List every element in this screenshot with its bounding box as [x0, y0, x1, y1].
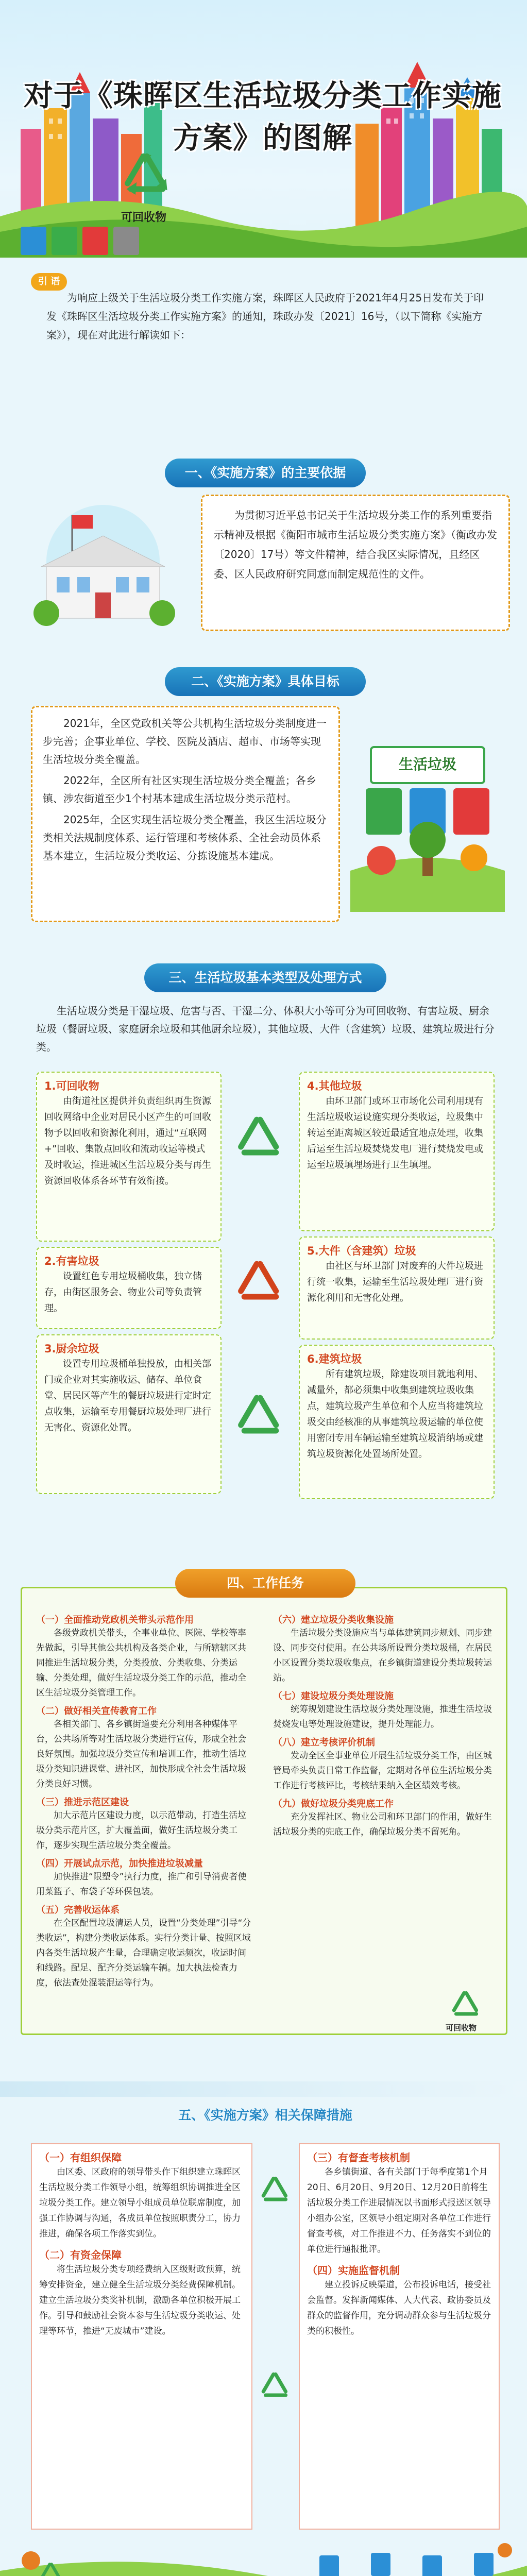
section5-strip	[0, 2081, 527, 2097]
task-heading: （七）建设垃圾分类处理设施	[273, 1691, 394, 1702]
category-bulky	[299, 1236, 495, 1340]
measure-heading: （一）有组织保障	[39, 2151, 122, 2164]
header-scene	[0, 0, 527, 258]
task-text: 各级党政机关带头，全事业单位、医院、学校等率先做起，引导其他公共机构及各类企业，与所辖辖区共同推进生活垃圾分类，分类投放、分类收集、分类运输、分类处理，做好生活垃圾分类工作的示范，推动全区生活垃圾分类管理工作。	[36, 1628, 246, 1698]
section1-text: 为贯彻习近平总书记关于生活垃圾分类工作的系列重要指示精神及根据《衡阳市城市生活垃圾分类实施方案》（衡政办发〔2020〕17号）等文件精神，结合我区实际情况，且经区委、区人民政府研究同意而制定规范性的文件。	[214, 509, 497, 580]
task-heading: （三）推进示范区建设	[36, 1797, 129, 1808]
category-kitchen	[36, 1334, 222, 1494]
task-text: 充分发挥社区、物业公司和环卫部门的作用，做好生活垃圾分类的兜底工作，确保垃圾分类不留死角。	[273, 1812, 492, 1837]
section2-banner: 二、《实施方案》具体目标	[165, 667, 366, 696]
bins-sign: 生活垃圾	[398, 756, 456, 773]
task-text: 加快推进“限塑令”执行力度，推广和引导消费者使用菜篮子、布袋子等环保包装。	[36, 1872, 247, 1897]
category-hazardous	[36, 1247, 222, 1329]
task-text: 生活垃圾分类设施应当与单体建筑同步规划、同步建设、同步交付使用。在公共场所设置分类垃圾桶，在居民小区设置分类垃圾收集点，在乡镇街道建设分类垃圾转运站。	[273, 1628, 492, 1683]
recycle-icon	[36, 2561, 67, 2576]
section4-left	[36, 1613, 252, 2025]
recycle-icon	[258, 2370, 294, 2408]
task-heading: （六）建立垃圾分类收集设施	[273, 1615, 394, 1625]
task-heading: （五）完善收运体系	[36, 1905, 120, 1916]
section5-banner: 五、《实施方案》相关保障措施	[113, 2101, 417, 2130]
task-heading: （二）做好相关宣传教育工作	[36, 1706, 157, 1717]
task-heading: （一）全面推动党政机关带头示范作用	[36, 1615, 194, 1625]
measure-heading: （二）有资金保障	[39, 2249, 122, 2261]
task-text: 加大示范片区建设力度，以示范带动，打造生活垃圾分类示范片区，扩大覆盖面，做好生活垃圾分类工作，逐步实现生活垃圾分类全覆盖。	[36, 1810, 246, 1851]
category-text: 所有建筑垃圾，除建设项目就地利用、减量外，都必须集中收集到建筑垃圾收集点，建筑垃圾产生单位和个人应当将建筑垃圾交由经核准的从事建筑垃圾运输的单位使用密闭专用车辆运输至建筑垃圾消纳场或建筑垃圾资源化处置场所处置。	[307, 1369, 483, 1460]
category-text: 由街道社区提供并负责组织再生资源回收网络中企业对居民小区产生的可回收物予以回收和资源化利用，通过“互联网+”回收、集散点回收和流动收运等模式及时收运，推进城区生活垃圾分类与再生资源回收体系各环节有效衔接。	[44, 1096, 211, 1187]
task-heading: （八）建立考核评价机制	[273, 1737, 375, 1748]
recycle-icon	[232, 1113, 288, 1172]
category-title: 4.其他垃圾	[307, 1080, 362, 1092]
measure-text: 建立投诉反映渠道，公布投诉电话，接受社会监督。发挥新闻媒体、人大代表、政协委员及群众的监督作用，充分调动群众参与生活垃圾分类的积极性。	[307, 2280, 491, 2336]
recyclable-label: 可回收物	[121, 211, 167, 224]
goal-2025: 2025年，全区实现生活垃圾分类全覆盖，我区生活垃圾分类相关法规制度体系、运行管理和考核体系、全社会动员体系基本建立，生活垃圾分类收运、分拣设施基本建成。	[43, 814, 327, 862]
task-heading: （四）开展试点示范，加快推进垃圾减量	[36, 1858, 203, 1869]
task-text: 在全区配置垃圾清运人员，设置“分类处理”引导“分类收运”，构建分类收运体系。实行分类计量、按照区域内各类生活垃圾产生量，合理确定收运频次，收运时间和线路。配足、配齐分类运输车辆。加大执法检查力度，依法查处混装混运等行为。	[36, 1918, 251, 1988]
section3-banner: 三、生活垃圾基本类型及处理方式	[144, 963, 386, 992]
recycle-icon	[448, 1989, 484, 2027]
task-text: 统筹规划建设生活垃圾分类处理设施，推进生活垃圾焚烧发电等处理设施建设，提升处理能力。	[273, 1704, 492, 1730]
recyclable-tag: 可回收物	[446, 2023, 477, 2032]
category-text: 设置红色专用垃圾桶收集，独立储存，由街区服务会、物业公司等负责管理。	[44, 1271, 202, 1314]
category-recyclable	[36, 1072, 222, 1242]
recycle-icon	[232, 1391, 288, 1450]
recycle-icon	[118, 149, 175, 206]
recycle-icon-hazard	[232, 1257, 288, 1316]
category-title: 5.大件（含建筑）垃圾	[307, 1245, 416, 1257]
section2-box	[31, 706, 340, 922]
category-text: 由社区与环卫部门对废弃的大件垃圾进行统一收集，运输至生活垃圾处理厂进行资源化利用和无害化处理。	[307, 1261, 483, 1303]
category-title: 6.建筑垃圾	[307, 1353, 362, 1365]
category-title: 2.有害垃圾	[44, 1255, 99, 1267]
goal-2021: 2021年，全区党政机关等公共机构生活垃圾分类制度进一步完善；企事业单位、学校、医院及酒店、超市、市场等实现生活垃圾分类全覆盖。	[43, 717, 327, 766]
category-text: 由环卫部门或环卫市场化公司利用现有生活垃圾收运设施实现分类收运，垃圾集中转运至距离城区较近最适宜地点处理，收集后运至生活垃圾焚烧发电厂进行焚烧发电或运至垃圾填埋场进行卫生填埋。	[307, 1096, 483, 1171]
category-title: 3.厨余垃圾	[44, 1343, 99, 1355]
measure-text: 将生活垃圾分类专项经费纳入区级财政预算，统筹安排资金，建立健全生活垃圾分类经费保障机制。建立生活垃圾分类奖补机制，激励各单位积极开展工作。引导和鼓励社会资本参与生活垃圾分类收运、处理等环节，推进“无废城市”建设。	[39, 2264, 241, 2336]
category-construction	[299, 1345, 495, 1499]
measure-heading: （四）实施监督机制	[307, 2264, 400, 2277]
category-text: 设置专用垃圾桶单独投放，由相关部门或企业对其实施收运、储存、单位食堂、居民区等产生的餐厨垃圾进行定时定点收集，运输至专用餐厨垃圾处理厂进行无害化、资源化处置。	[44, 1359, 211, 1433]
intro-text: 为响应上级关于生活垃圾分类工作实施方案，珠晖区人民政府于2021年4月25日发布关于印发《珠晖区生活垃圾分类工作实施方案》的通知，珠政办发〔2021〕16号，（以下简称《实施方案》），现在对此进行解读如下：	[46, 292, 484, 341]
page-title: 对于《珠晖区生活垃圾分类工作实施方案》的图解	[24, 79, 502, 155]
task-heading: （九）做好垃圾分类兜底工作	[273, 1799, 394, 1809]
task-text: 各相关部门、各乡镇街道要充分利用各种媒体平台，公共场所等对生活垃圾分类进行宣传，形成全社会良好氛围。加强垃圾分类宣传和培训工作，推动生活垃圾分类知识进课堂、进社区，加快形成全社会生活垃圾分类良好习惯。	[36, 1719, 246, 1789]
task-text: 发动全区全事业单位开展生活垃圾分类工作，由区城管局牵头负责日常工作监督，定期对各单位生活垃圾分类工作进行考核评比，考核结果纳入全区绩效考核。	[273, 1751, 492, 1791]
measure-text: 由区委、区政府的领导带头作下组织建立珠晖区生活垃圾分类工作领导小组，统筹组织协调推进全区垃圾分类工作。建立领导小组成员单位联席制度，加强工作协调与沟通，各成员单位按照职责分工，协力推进，确保各项工作落实到位。	[39, 2167, 241, 2239]
section3-lead: 生活垃圾分类是干湿垃圾、危害与否、干湿二分、体积大小等可分为可回收物、有害垃圾、厨余垃圾（餐厨垃圾、家庭厨余垃圾和其他厨余垃圾），其他垃圾、大件（含建筑）垃圾、建筑垃圾进行分类。	[36, 1005, 495, 1053]
measure-text: 各乡镇街道、各有关部门于每季度第1个月20日、6月20日、9月20日、12月20日前将生活垃圾分类工作进展情况以书面形式报送区领导小组办公室，区领导小组定期对各单位工作进行督查考核，对工作推进不力、任务落实不到位的单位进行通报批评。	[307, 2167, 491, 2255]
section1-banner: 一、《实施方案》的主要依据	[165, 459, 366, 487]
section1-box	[201, 495, 510, 631]
intro-badge: 引 语	[31, 273, 67, 291]
footer-scene	[0, 2540, 527, 2576]
category-other	[299, 1072, 495, 1231]
measure-heading: （三）有督查考核机制	[307, 2151, 410, 2164]
goal-2022: 2022年，全区所有社区实现生活垃圾分类全覆盖；各乡镇、涉农街道至少1个村基本建成生活垃圾分类示范村。	[43, 774, 316, 805]
bins-illustration	[350, 716, 505, 912]
intro-block	[31, 273, 495, 376]
section5-left-box	[31, 2143, 252, 2530]
section4-banner: 四、工作任务	[175, 1569, 355, 1598]
category-title: 1.可回收物	[44, 1080, 99, 1092]
recycle-icon	[258, 2174, 294, 2212]
government-building-illustration	[15, 495, 191, 634]
section4-right	[273, 1613, 495, 2004]
section5-right-box	[299, 2143, 500, 2530]
